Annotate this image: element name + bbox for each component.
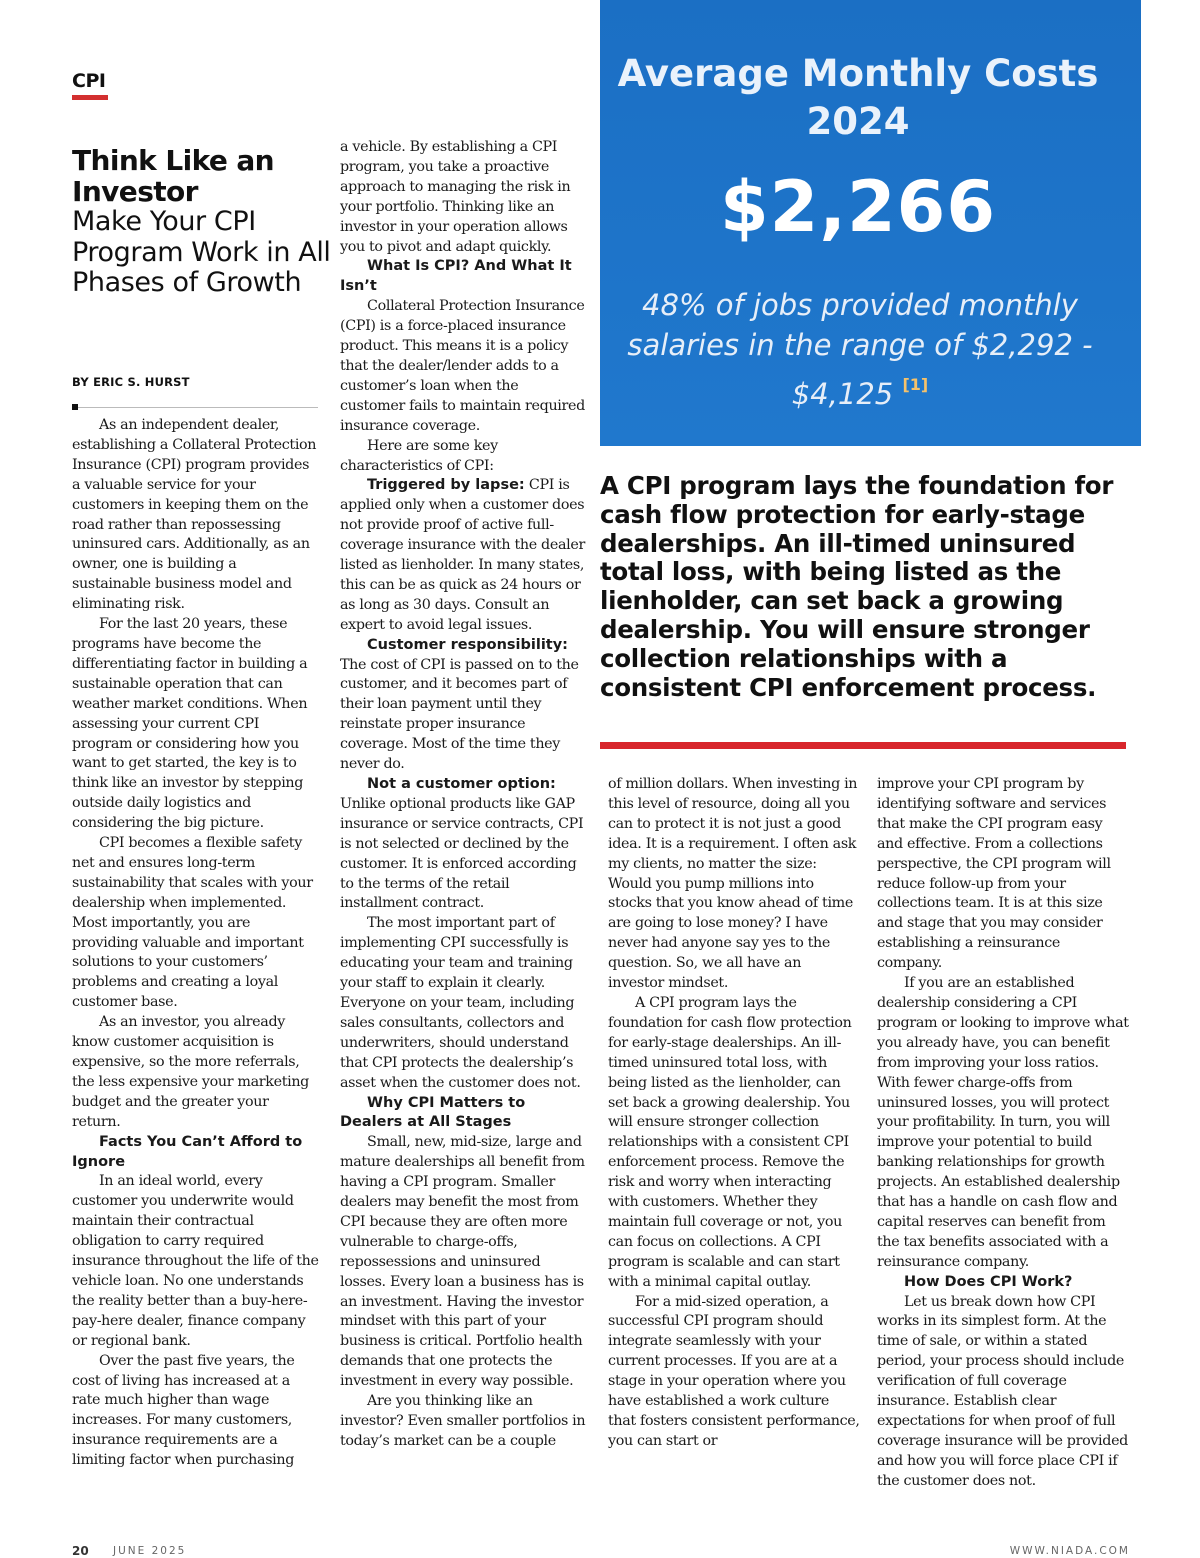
body-column-4 [877, 775, 1129, 1492]
stat-reference: [1] [902, 375, 929, 394]
stat-note-text: 48% of jobs provided monthly salaries in the range of $2,292 - $4,125 [627, 288, 1093, 411]
characteristic-text: CPI is applied only when a customer does not provide proof of active full-coverage insurance with the dealer listed as lienholder. In many states, this can be as quick as 24 hours or as long as 30 days. Consult an expert to avoid legal issues. [340, 477, 585, 633]
stat-value: $2,266 [719, 166, 997, 248]
paragraph: As an investor, you already know customer acquisition is expensive, so the more referrals, the less expensive your marketing budget and the greater your return. [72, 1014, 309, 1130]
stat-note [620, 285, 1100, 414]
paragraph: Over the past five years, the cost of living has increased at a rate much higher than wage increases. For many customers, insurance requirements are a limiting factor when purchasing [72, 1352, 295, 1469]
byline-divider [72, 407, 318, 408]
paragraph: a vehicle. By establishing a CPI program, you take a proactive approach to managing the risk in your portfolio. Thinking like an investor in your operation allows you to pivot and adapt quickly. [340, 139, 571, 255]
paragraph: Here are some key characteristics of CPI: [340, 437, 498, 474]
paragraph: For the last 20 years, these programs have become the differentiating factor in building a sustainable operation that can weather market conditions. When assessing your current CPI program or considering how you want to get started, the key is to think like an investor by stepping outside daily logistics and considering the big picture. [72, 616, 308, 832]
stat-heading: Average Monthly Costs 2024 [617, 52, 1099, 143]
paragraph: Unlike optional products like GAP insurance or service contracts, CPI is not selected or declined by the customer. It is enforced according to the terms of the retail installment contract. [340, 795, 584, 912]
paragraph: If you are an established dealership considering a CPI program or looking to improve what you already have, you can benefit from improving your loss ratios. With fewer charge-offs from uninsured losses, you will protect your profitability. In turn, you will improve your potential to build banking relationships for growth projects. An established dealership that has a handle on cash flow and capital reserves can benefit from the tax benefits associated with a reinsurance company. [877, 975, 1129, 1270]
body-column-3 [608, 775, 860, 1452]
paragraph: In an ideal world, every customer you underwrite would maintain their contractual obligation to carry required insurance throughout the life of the vehicle loan. No one understands the reality better than a buy-here-pay-here dealer, finance company or regional bank. [72, 1173, 319, 1349]
paragraph: Small, new, mid-size, large and mature dealerships all benefit from having a CPI program. Smaller dealers may benefit the most from CPI because they are often more vulnerable to charge-offs, repossessions and uninsured losses. Every loan a business has is an investment. Having the investor mindset with this part of your business is critical. Portfolio health demands that one protects the investment in every way possible. [340, 1134, 585, 1390]
byline-bullet-icon [72, 404, 78, 410]
paragraph: The cost of CPI is passed on to the customer, and it becomes part of their loan payment until they reinstate proper insurance coverage. Most of the time they never do. [340, 656, 579, 773]
paragraph: Are you thinking like an investor? Even smaller portfolios in today’s market can be a couple [340, 1393, 586, 1449]
section-subhead: How Does CPI Work? [904, 1273, 1073, 1290]
article-subtitle: Make Your CPI Program Work in All Phases of Growth [72, 206, 331, 298]
section-subhead: Facts You Can’t Afford to Ignore [72, 1133, 303, 1170]
body-column-2 [340, 138, 587, 1452]
paragraph: improve your CPI program by identifying software and services that make the CPI program easy and effective. From a collections perspective, the CPI program will reduce follow-up from your collections team. It is at this size and stage that you may consider establishing a reinsurance company. [877, 776, 1111, 972]
section-subhead: What Is CPI? And What It Isn’t [340, 258, 572, 295]
paragraph: Let us break down how CPI works in its simplest form. At the time of sale, or within a stated period, your process should include verification of full coverage insurance. Establish clear expectations for when proof of full coverage insurance will be provided and how you will force place CPI if the customer does not. [877, 1293, 1128, 1489]
paragraph: For a mid-sized operation, a successful CPI program should integrate seamlessly with your current processes. If you are at a stage in your operation where you have established a work culture that fosters consistent performance, you can start or [608, 1293, 860, 1449]
paragraph: CPI becomes a flexible safety net and ensures long-term sustainability that scales with your dealership when implemented. Most importantly, you are providing valuable and important solutions to your customers’ problems and creating a loyal customer base. [72, 835, 313, 1011]
page-number: 20 [72, 1544, 89, 1558]
body-column-1 [72, 416, 319, 1471]
article-title: Think Like an Investor [72, 144, 275, 208]
section-accent-bar [72, 95, 108, 100]
website-link[interactable]: WWW.NIADA.COM [1009, 1545, 1130, 1557]
characteristic-label: Customer responsibility: [367, 636, 568, 653]
paragraph: The most important part of implementing CPI successfully is educating your team and training your staff to explain it clearly. Everyone on your team, including sales consultants, collectors and underwriters, should understand that CPI protects the dealership’s asset when the customer does not. [340, 915, 581, 1091]
paragraph: A CPI program lays the foundation for cash flow protection for early-stage dealerships. An ill-timed uninsured total loss, with being listed as the lienholder, can set back a growing dealership. You will ensure stronger collection relationships with a consistent CPI enforcement process. Remove the risk and worry when interacting with customers. Whether they maintain full coverage or not, you can focus on collections. A CPI program is scalable and can start with a minimal capital outlay. [608, 994, 852, 1290]
pull-quote-rule [600, 742, 1126, 749]
issue-date: JUNE 2025 [113, 1545, 187, 1557]
characteristic-label: Not a customer option: [367, 776, 556, 792]
characteristic-label: Triggered by lapse: [367, 477, 525, 494]
section-label: CPI [72, 70, 106, 92]
paragraph: As an independent dealer, establishing a Collateral Protection Insurance (CPI) program provides a valuable service for your customers in keeping them on the road rather than repossessing uninsured cars. Additionally, as an owner, one is building a sustainable business model and eliminating risk. [72, 417, 317, 613]
stat-graphic [600, 0, 1141, 446]
paragraph: of million dollars. When investing in this level of resource, doing all you can to protect it is not just a good idea. It is a requirement. I often ask my clients, no matter the size: Would you pump millions into stocks that you know ahead of time are going to lose money? I have never had anyone say yes to the question. So, we all have an investor mindset. [608, 776, 858, 992]
pull-quote: A CPI program lays the foundation for cash flow protection for early-stage dealerships. An ill-timed uninsured total loss, with being listed as the lienholder, can set back a growing dealership. You will ensure stronger collection relationships with a consistent CPI enforcement process. [600, 471, 1114, 702]
byline: BY ERIC S. HURST [72, 375, 190, 389]
section-subhead: Why CPI Matters to Dealers at All Stages [340, 1094, 526, 1131]
characteristic-item [340, 476, 587, 635]
paragraph: Collateral Protection Insurance (CPI) is a force-placed insurance product. This means it is a policy that the dealer/lender adds to a customer’s loan when the customer fails to maintain required insurance coverage. [340, 298, 585, 434]
